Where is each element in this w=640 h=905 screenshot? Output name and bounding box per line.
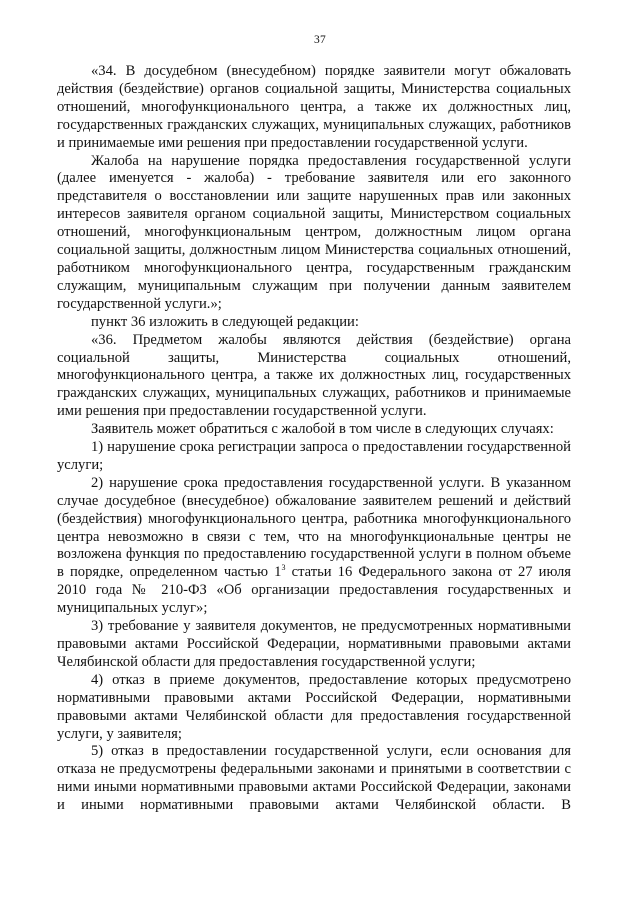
paragraph-cases-intro: Заявитель может обратиться с жалобой в том числе в следующих случаях: <box>91 421 554 438</box>
paragraph-case-1: 1) нарушение срока регистрации запроса о предоставлении государственной услуги; <box>57 439 571 473</box>
paragraph-34-intro: «34. В досудебном (внесудебном) порядке заявители могут обжаловать действия (бездействие) органов социальной защиты, Министерства социальных отношений, многофункционального центра, а также их должностных лиц, государственных гражданских служащих, муниципальных служащих, работников и принимаемые ими решения при предоставлении государственной услуги. <box>57 63 571 151</box>
paragraph-item-36-instruction: пункт 36 изложить в следующей редакции: <box>91 313 359 330</box>
paragraph-complaint-definition: Жалоба на нарушение порядка предоставления государственной услуги (далее именуется - жалоба) - требование заявителя или его законного представителя о восстановлении или защите нарушенных прав или законных интересов заявителя органом социальной защиты, Министерством социальных отношений, многофункциональным центром, должностным лицом органа социальной защиты, должностным лицом Министерства социальных отношений, работником многофункционального центра, государственным гражданским служащим, муниципальным служащим при получении данным заявителем государственной услуги.»; <box>57 152 571 312</box>
page-number: 37 <box>314 34 326 46</box>
paragraph-case-3: 3) требование у заявителя документов, не предусмотренных нормативными правовыми актами Российской Федерации, нормативными правовыми актами Челябинской области для предоставления государственной услуги; <box>57 618 571 670</box>
case-2-text-start: 2) нарушение срока предоставления государственной услуги. В указанном случае досудебное (внесудебное) обжалование заявителем решений и действий (бездействия) многофункционального центра, работника многофункционального центра невозможно в связи с тем, что на многофункциональные центры не возложена функция по предоставлению государственной услуги в полном объеме в порядке, определенном частью 1 <box>57 474 571 581</box>
paragraph-case-2 <box>57 475 571 618</box>
paragraph-case-5: 5) отказ в предоставлении государственной услуги, если основания для отказа не предусмотрены федеральными законами и принятыми в соответствии с ними иными нормативными правовыми актами Российской Федерации, законами и иными нормативными правовыми актами Челябинской области. В <box>57 743 571 814</box>
case-2-text-end: статьи 16 Федерального закона от 27 июля 2010 года № 210-ФЗ «Об организации предоставления государственных и муниципальных услуг»; <box>57 564 571 617</box>
document-body <box>57 63 571 815</box>
case-2-superscript: 3 <box>281 563 286 573</box>
paragraph-36-subject: «36. Предметом жалобы являются действия (бездействие) органа социальной защиты, Министерства социальных отношений, многофункционального центра, а также их должностных лиц, государственных гражданских служащих, муниципальных служащих, работников и принимаемые ими решения при предоставлении государственной услуги. <box>57 331 571 420</box>
paragraph-case-4: 4) отказ в приеме документов, предоставление которых предусмотрено нормативными правовыми актами Российской Федерации, нормативными правовыми актами Челябинской области для предоставления государственной услуги, у заявителя; <box>57 671 571 742</box>
